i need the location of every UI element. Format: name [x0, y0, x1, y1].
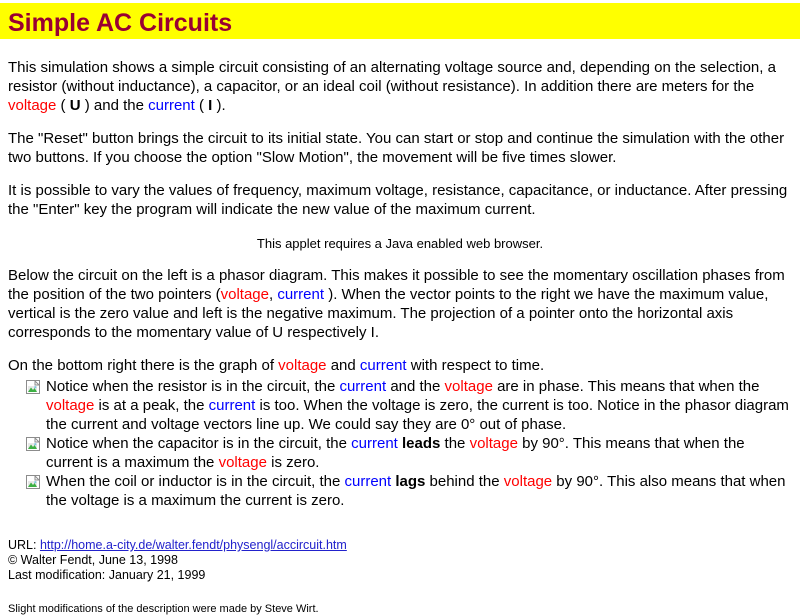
footer-url-line	[8, 538, 792, 553]
note-text-part-5: is zero.	[266, 454, 320, 471]
page-content	[0, 58, 800, 616]
current-term: current	[351, 435, 398, 452]
broken-image-icon	[26, 475, 40, 489]
footer	[8, 538, 792, 616]
voltage-term: voltage	[46, 397, 95, 414]
current-term: current	[277, 286, 325, 303]
intro-text-part-1: This simulation shows a simple circuit consisting of an alternating voltage source and, depending on the selection, a resistor (without inductance), a capacitor, or an ideal coil (without resistance). In addition there are meters for the	[8, 59, 776, 95]
current-term: current	[344, 473, 392, 490]
current-term: current	[208, 397, 256, 414]
graph-text-part-2: and	[326, 357, 360, 374]
note-text-part-1: Notice when the resistor is in the circuit, the	[46, 378, 340, 395]
java-applet-notice: This applet requires a Java enabled web browser.	[256, 236, 544, 251]
url-label: URL:	[8, 538, 40, 552]
note-text-part-4: is at a peak, the	[94, 397, 209, 414]
voltage-term: voltage	[8, 97, 57, 114]
broken-image-icon	[26, 380, 40, 394]
footer-last-modification: Last modification: January 21, 1999	[8, 568, 206, 582]
note-text-part-4: by 90°. This also means that when the voltage is a maximum the current is zero.	[46, 473, 786, 509]
footer-copyright: © Walter Fendt, June 13, 1998	[8, 553, 178, 567]
list-item	[8, 472, 792, 510]
list-item	[8, 434, 792, 472]
phasor-text-part-1: Below the circuit on the left is a phasor diagram. This makes it possible to see the momentary oscillation phases from the position of the two pointers (	[8, 267, 785, 303]
voltage-term: voltage	[503, 473, 553, 490]
emphasis-leads: leads	[402, 435, 441, 452]
note-text-part-3: the	[440, 435, 470, 452]
intro-text-part-4: (	[194, 97, 209, 114]
phasor-diagram-paragraph	[8, 266, 792, 342]
footer-modification-note: Slight modifications of the description were made by Steve Wirt.	[8, 603, 319, 615]
voltage-term: voltage	[278, 357, 327, 374]
reset-button-paragraph: The "Reset" button brings the circuit to its initial state. You can start or stop and continue the simulation with the other two buttons. If you choose the option "Slow Motion", the movement will be five times slower.	[8, 130, 785, 166]
voltage-term: voltage	[220, 286, 269, 303]
page-banner	[0, 3, 800, 39]
symbol-u: U	[69, 97, 81, 114]
graph-paragraph	[8, 356, 792, 375]
note-text-part-3: behind the	[425, 473, 504, 490]
intro-text-part-5: ).	[212, 97, 226, 114]
broken-image-icon	[26, 437, 40, 451]
vary-values-paragraph: It is possible to vary the values of frequency, maximum voltage, resistance, capacitance, or inductance. After pressing the "Enter" key the program will indicate the new value of the maximum current.	[8, 182, 788, 218]
phasor-text-part-3: ). When the vector points to the right we have the maximum value, vertical is the zero value and left is the negative maximum. The projection of a pointer onto the horizontal axis corresponds to the momentary value of U respectively I.	[8, 286, 769, 341]
symbol-i: I	[208, 97, 213, 114]
voltage-term: voltage	[218, 454, 267, 471]
intro-paragraph	[8, 58, 792, 115]
current-term: current	[339, 378, 387, 395]
voltage-term: voltage	[444, 378, 493, 395]
intro-text-part-2: (	[56, 97, 70, 114]
phasor-text-part-2: ,	[269, 286, 278, 303]
current-term: current	[148, 97, 195, 114]
source-url-link[interactable]: http://home.a-city.de/walter.fendt/physengl/accircuit.htm	[39, 538, 347, 552]
emphasis-lags: lags	[395, 473, 426, 490]
note-text-part-2: and the	[386, 378, 445, 395]
intro-text-part-3: ) and the	[80, 97, 149, 114]
list-item	[8, 377, 792, 434]
graph-text-part-3: with respect to time.	[406, 357, 545, 374]
current-term: current	[359, 357, 407, 374]
note-text-part-1: Notice when the capacitor is in the circuit, the	[46, 435, 352, 452]
page-title: Simple AC Circuits	[8, 9, 233, 37]
notes-list	[8, 377, 792, 510]
graph-text-part-1: On the bottom right there is the graph of	[8, 357, 279, 374]
note-text-part-3: are in phase. This means that when the	[492, 378, 760, 395]
voltage-term: voltage	[469, 435, 518, 452]
note-text-part-1: When the coil or inductor is in the circuit, the	[46, 473, 345, 490]
note-text-part-4: by 90°. This means that when the current is a maximum the	[46, 435, 745, 471]
note-text-part-5: is too. When the voltage is zero, the current is too. Notice in the phasor diagram the current and voltage vectors line up. We could say they are 0° out of phase.	[46, 397, 789, 433]
